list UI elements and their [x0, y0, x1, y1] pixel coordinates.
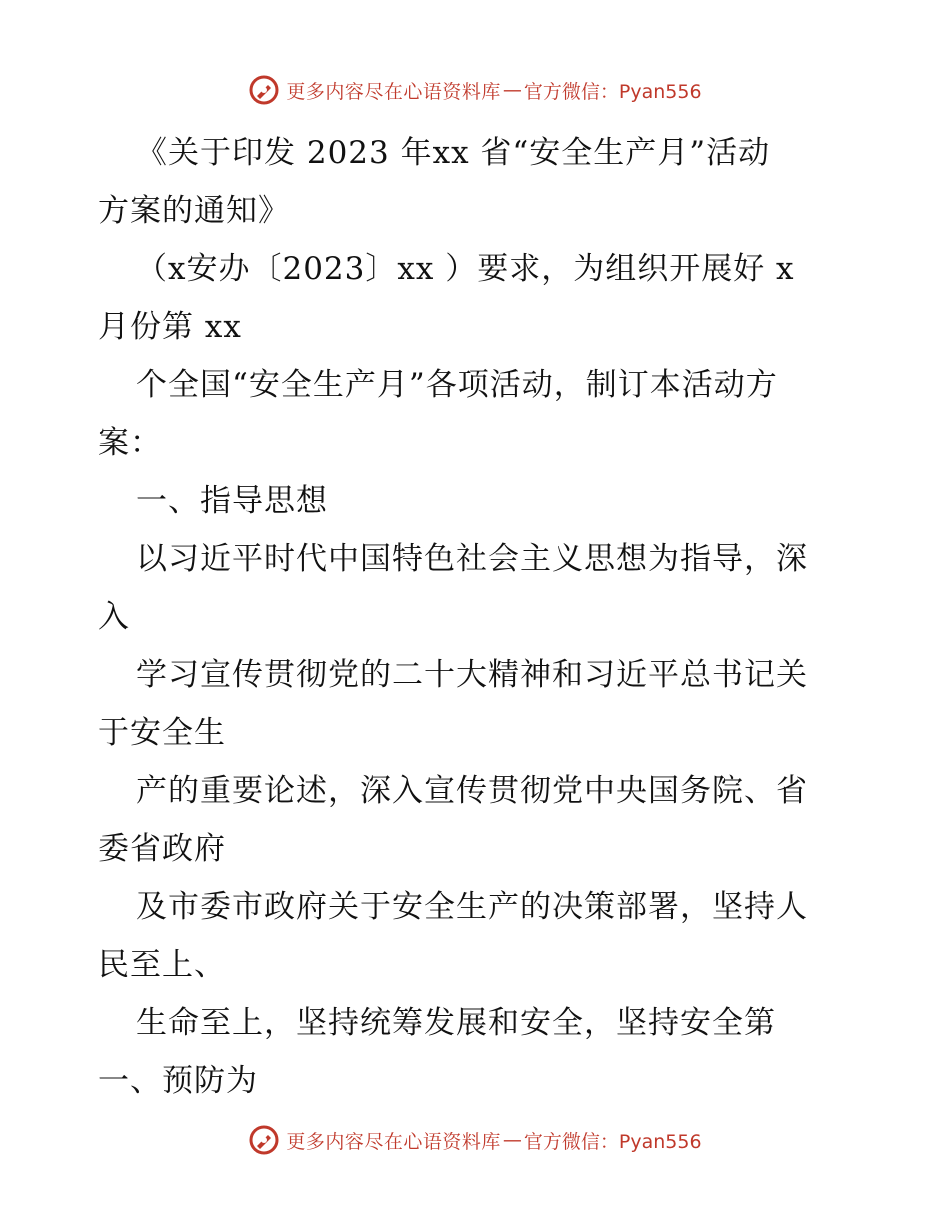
banner-text: 更多内容尽在心语资料库	[286, 80, 501, 103]
section-heading: 一、指导思想	[136, 483, 328, 519]
text-line: 以习近平时代中国特色社会主义思想为指导，深	[136, 541, 808, 577]
text-line: 民至上、	[98, 947, 226, 983]
banner-dash: —	[502, 79, 522, 101]
text-line: 生命至上，坚持统筹发展和安全，坚持安全第	[136, 1005, 776, 1041]
banner-contact: 官方微信：Pyan556	[523, 80, 702, 103]
text-line: 月份第 xx	[98, 309, 242, 345]
footer-banner	[0, 1120, 950, 1160]
banner-dash: —	[502, 1129, 522, 1151]
text-line: 入	[98, 599, 130, 635]
document-body	[98, 124, 858, 1110]
text-line: 个全国“安全生产月”各项活动，制订本活动方	[136, 367, 778, 403]
text-line: 产的重要论述，深入宣传贯彻党中央国务院、省	[136, 773, 808, 809]
text-line: 一、预防为	[98, 1063, 258, 1099]
text-line: （x安办〔2023〕xx ）要求，为组织开展好 x	[136, 251, 795, 287]
text-line: 及市委市政府关于安全生产的决策部署，坚持人	[136, 889, 808, 925]
pen-seal-icon	[248, 1124, 280, 1156]
text-line: 学习宣传贯彻党的二十大精神和习近平总书记关	[136, 657, 808, 693]
banner-contact: 官方微信：Pyan556	[523, 1130, 702, 1153]
banner-text: 更多内容尽在心语资料库	[286, 1130, 501, 1153]
text-line: 于安全生	[98, 715, 226, 751]
header-banner	[0, 70, 950, 110]
text-line: 《关于印发 2023 年xx 省“安全生产月”活动	[136, 135, 771, 171]
text-line: 委省政府	[98, 831, 226, 867]
text-line: 方案的通知》	[98, 193, 290, 229]
text-line: 案：	[98, 425, 162, 461]
pen-seal-icon	[248, 74, 280, 106]
